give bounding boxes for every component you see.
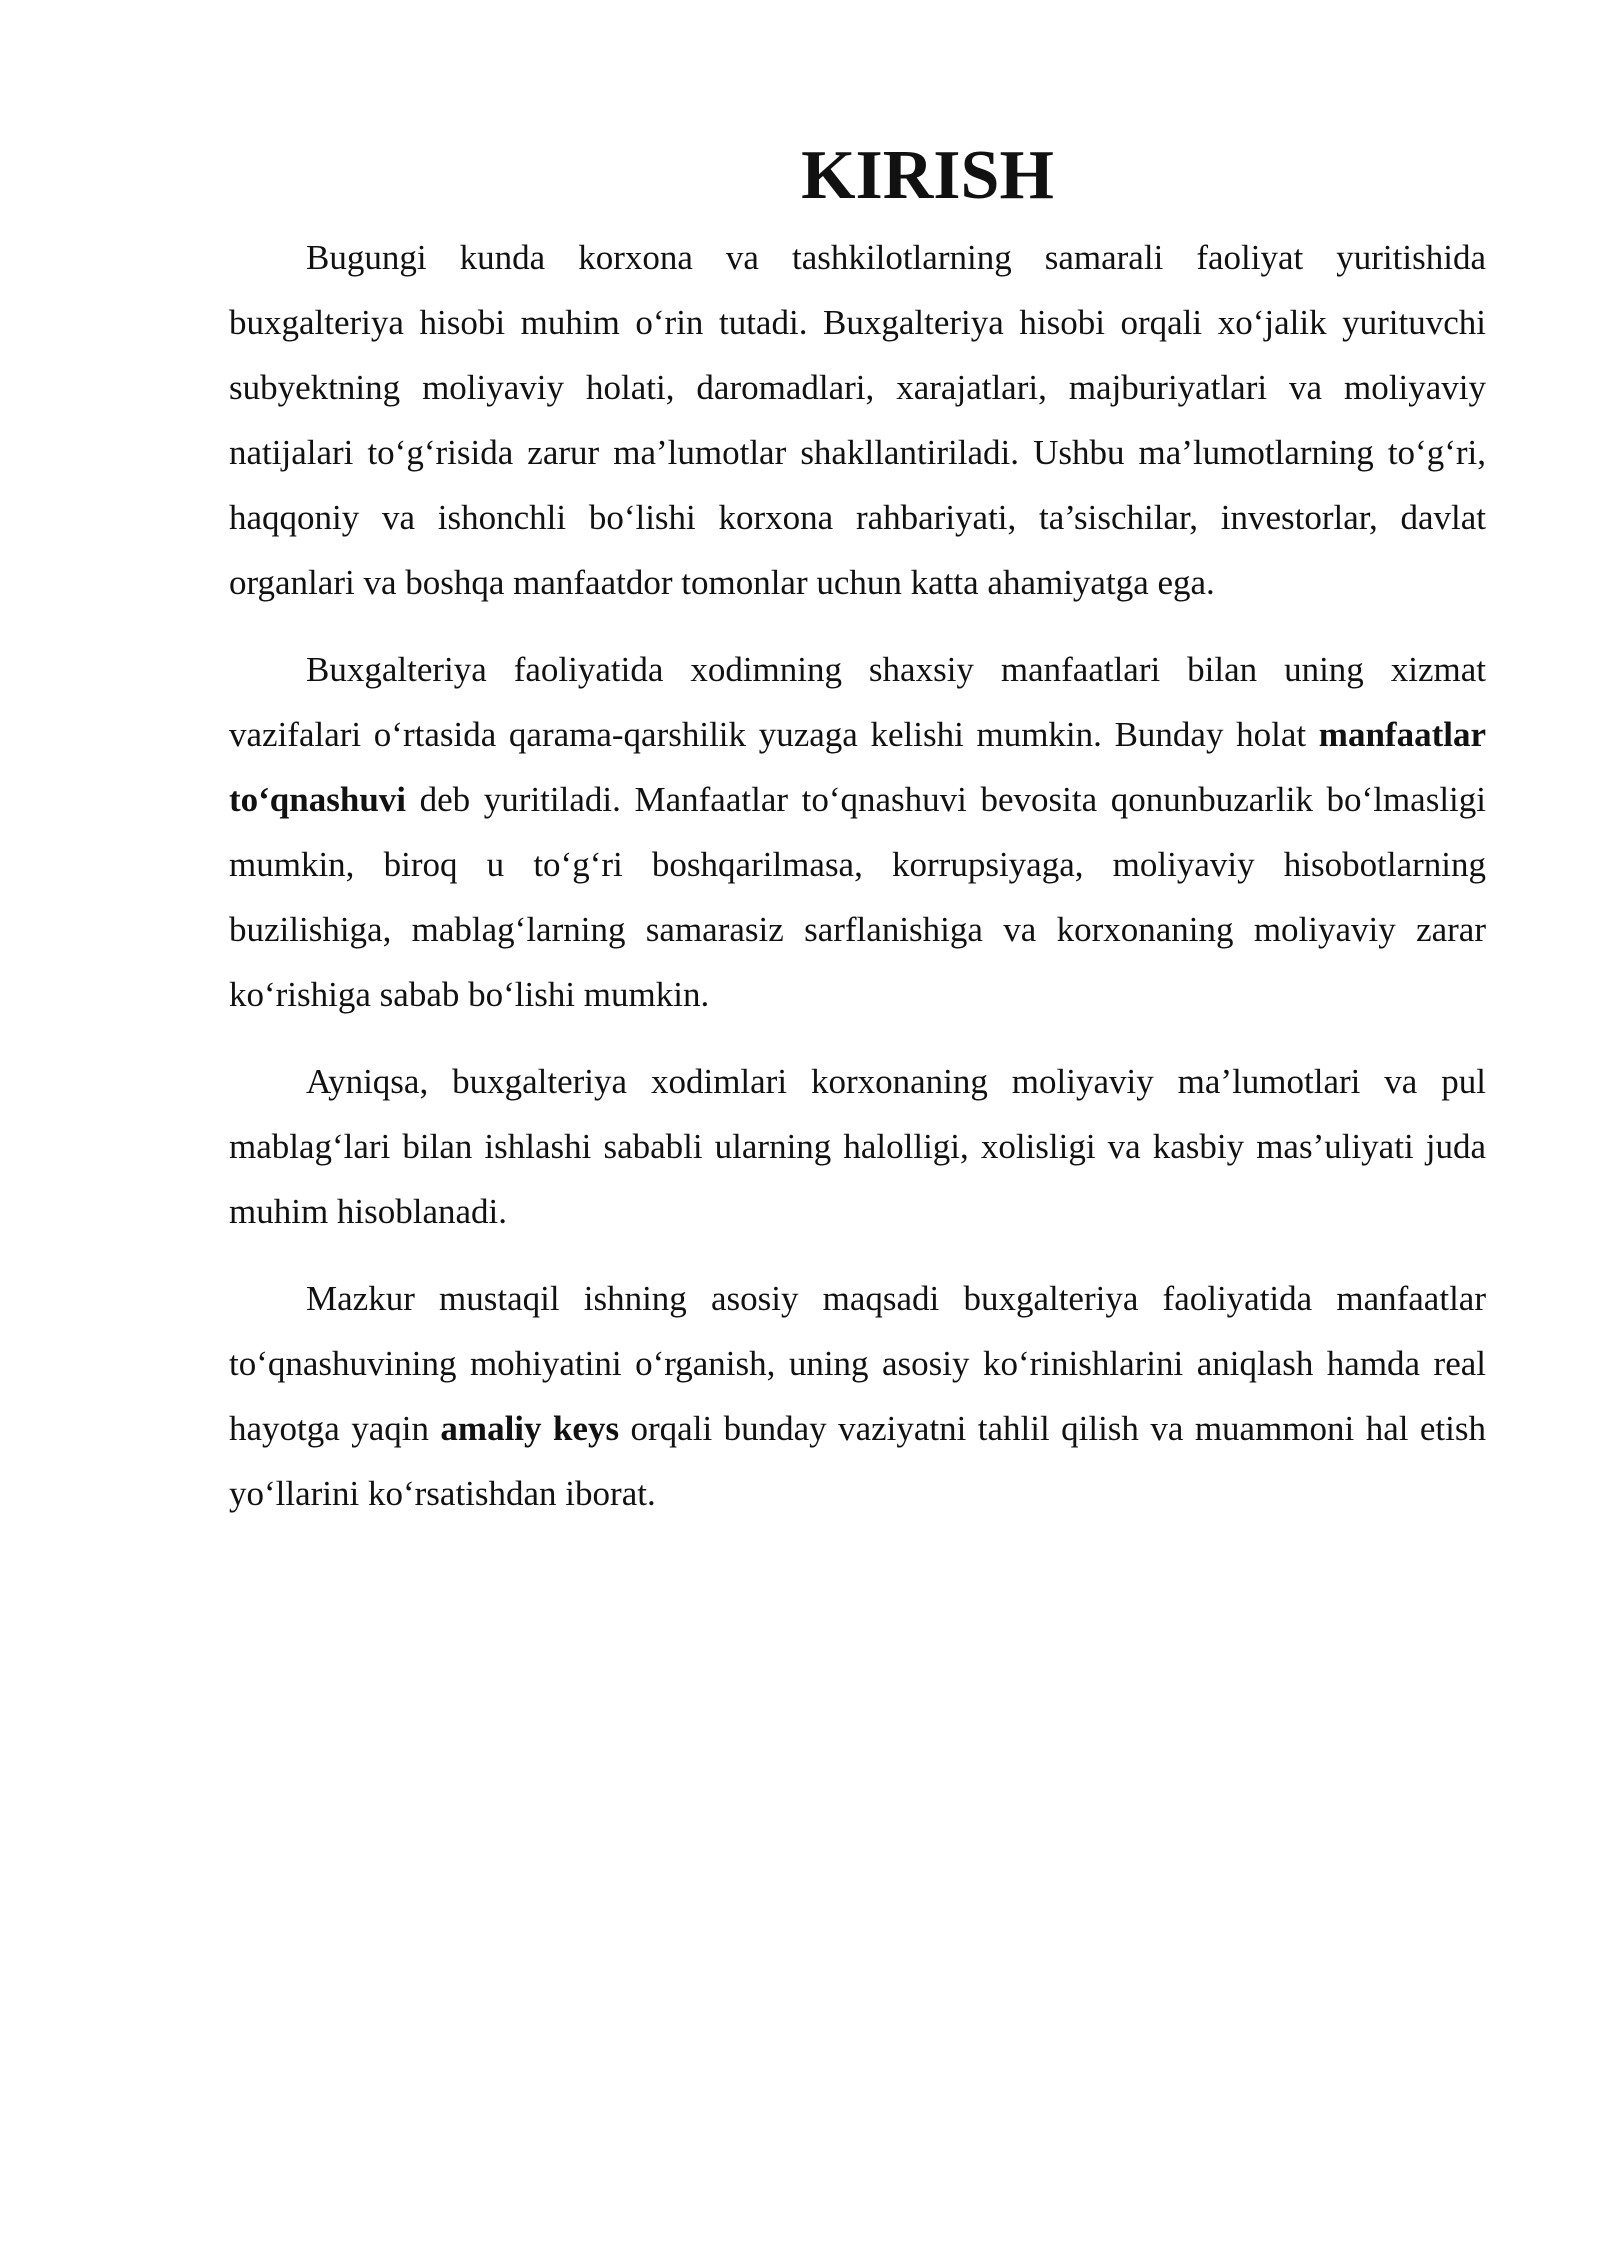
paragraph-text: Mazkur mustaqil ishning asosiy maqsadi buxgalteriya faoliyatida manfaatlar to‘qnashuvining mohiyatini o‘rganish, uning asosiy ko‘rinishlarini aniqlash hamda real hayotga yaqin [229, 1279, 1486, 1448]
document-body [229, 137, 1486, 1548]
paragraph-text: Buxgalteriya faoliyatida xodimning shaxsiy manfaatlari bilan uning xizmat vazifalari o‘rtasida qarama-qarshilik yuzaga kelishi mumkin. Bunday holat [229, 650, 1486, 754]
paragraph-conflict-definition [229, 637, 1486, 1027]
paragraph-goal [229, 1266, 1486, 1526]
paragraph-text: deb yuritiladi. Manfaatlar to‘qnashuvi bevosita qonunbuzarlik bo‘lmasligi mumkin, biroq u to‘g‘ri boshqarilmasa, korrupsiyaga, moliyaviy hisobotlarning buzilishiga, mablag‘larning samarasiz sarflanishiga va korxonaning moliyaviy zarar ko‘rishiga sabab bo‘lishi mumkin. [229, 780, 1486, 1014]
bold-term: amaliy keys [440, 1409, 620, 1448]
paragraph-accountants: Ayniqsa, buxgalteriya xodimlari korxonaning moliyaviy ma’lumotlari va pul mablag‘lari bilan ishlashi sababli ularning halolligi, xolisligi va kasbiy mas’uliyati juda muhim hisoblanadi. [229, 1062, 1486, 1231]
bold-term: manfaatlar to‘qnashuvi [229, 715, 1486, 819]
section-title: KIRISH [801, 137, 1054, 214]
paragraph-intro: Bugungi kunda korxona va tashkilotlarning samarali faoliyat yuritishida buxgalteriya hisobi muhim o‘rin tutadi. Buxgalteriya hisobi orqali xo‘jalik yurituvchi subyektning moliyaviy holati, daromadlari, xarajatlari, majburiyatlari va moliyaviy natijalari to‘g‘risida zarur ma’lumotlar shakllantiriladi. Ushbu ma’lumotlarning to‘g‘ri, haqqoniy va ishonchli bo‘lishi korxona rahbariyati, ta’sischilar, investorlar, davlat organlari va boshqa manfaatdor tomonlar uchun katta ahamiyatga ega. [229, 238, 1486, 602]
paragraph-text: orqali bunday vaziyatni tahlil qilish va muammoni hal etish yo‘llarini ko‘rsatishdan iborat. [229, 1409, 1486, 1513]
